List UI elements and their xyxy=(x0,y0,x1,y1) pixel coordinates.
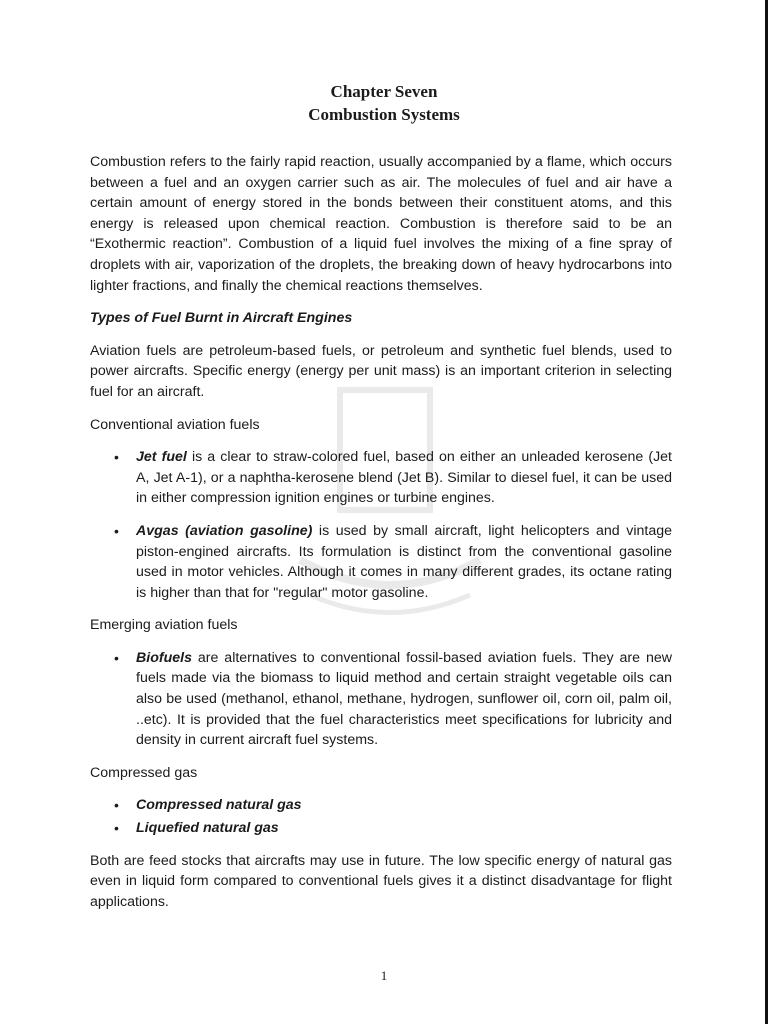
bullet-icon: • xyxy=(114,797,119,814)
chapter-heading xyxy=(90,80,672,126)
list-item-term: Biofuels xyxy=(136,649,192,666)
list-item-text: is a clear to straw-colored fuel, based on either an unleaded kerosene (Jet A, Jet A-1), or a naphtha-kerosene blend (Jet B). Similar to diesel fuel, it can be used in either compression ignition engines or turbine engines. xyxy=(136,449,672,507)
list-item-text: are alternatives to conventional fossil-based aviation fuels. They are new fuels made via the biomass to liquid method and certain straight vegetable oils can also be used (methanol, ethanol, methane, hydrogen, sunflower oil, corn oil, palm oil, ..etc). It is provided that the fuel characteristics meet specifications for lubricity and density in current aircraft fuel systems. xyxy=(136,649,672,749)
chapter-title: Combustion Systems xyxy=(308,105,460,124)
emerging-fuels-heading: Emerging aviation fuels xyxy=(90,617,238,634)
intro-paragraph: Combustion refers to the fairly rapid reaction, usually accompanied by a flame, which occurs between a fuel and an oxygen carrier such as air. The molecules of fuel and air have a certain amount of energy stored in the bonds between their constituent atoms, and this energy is released upon chemical reaction. Combustion is therefore said to be an “Exothermic reaction”. Combustion of a liquid fuel involves the mixing of a fine spray of droplets with air, vaporization of the droplets, the breaking down of heavy hydrocarbons into lighter fractions, and finally the chemical reactions themselves. xyxy=(90,154,672,294)
list-item-term: Avgas (aviation gasoline) xyxy=(136,522,313,539)
closing-paragraph: Both are feed stocks that aircrafts may use in future. The low specific energy of natural gas even in liquid form compared to conventional fuels gives it a distinct disadvantage for flight applications. xyxy=(90,852,672,910)
page-number: 1 xyxy=(380,968,388,983)
list-item-term: Compressed natural gas xyxy=(136,797,302,814)
document-page xyxy=(90,80,672,924)
list-item xyxy=(114,521,672,603)
conventional-fuels-heading: Conventional aviation fuels xyxy=(90,416,260,433)
list-item xyxy=(114,818,672,839)
section-heading: Types of Fuel Burnt in Aircraft Engines xyxy=(90,310,353,327)
conventional-fuels-list xyxy=(90,447,672,603)
list-item-term: Jet fuel xyxy=(136,449,187,466)
list-item-text: is used by small aircraft, light helicopters and vintage piston-engined aircrafts. Its formulation is distinct from the conventional gasoline used in motor vehicles. Although it comes in many different grades, its octane rating is higher than that for "regular" motor gasoline. xyxy=(136,522,672,601)
section-paragraph: Aviation fuels are petroleum-based fuels, or petroleum and synthetic fuel blends, used to power aircrafts. Specific energy (energy per unit mass) is an important criterion in selecting fuel for an aircraft. xyxy=(90,342,672,400)
emerging-fuels-list xyxy=(90,648,672,751)
bullet-icon: • xyxy=(114,449,119,466)
list-item xyxy=(114,648,672,751)
list-item xyxy=(114,447,672,509)
compressed-gas-list xyxy=(90,795,672,838)
chapter-number: Chapter Seven xyxy=(330,82,438,101)
list-item xyxy=(114,795,672,816)
bullet-icon: • xyxy=(114,820,119,837)
compressed-gas-heading: Compressed gas xyxy=(90,764,198,781)
bullet-icon: • xyxy=(114,522,119,539)
bullet-icon: • xyxy=(114,649,119,666)
list-item-term: Liquefied natural gas xyxy=(136,820,279,837)
